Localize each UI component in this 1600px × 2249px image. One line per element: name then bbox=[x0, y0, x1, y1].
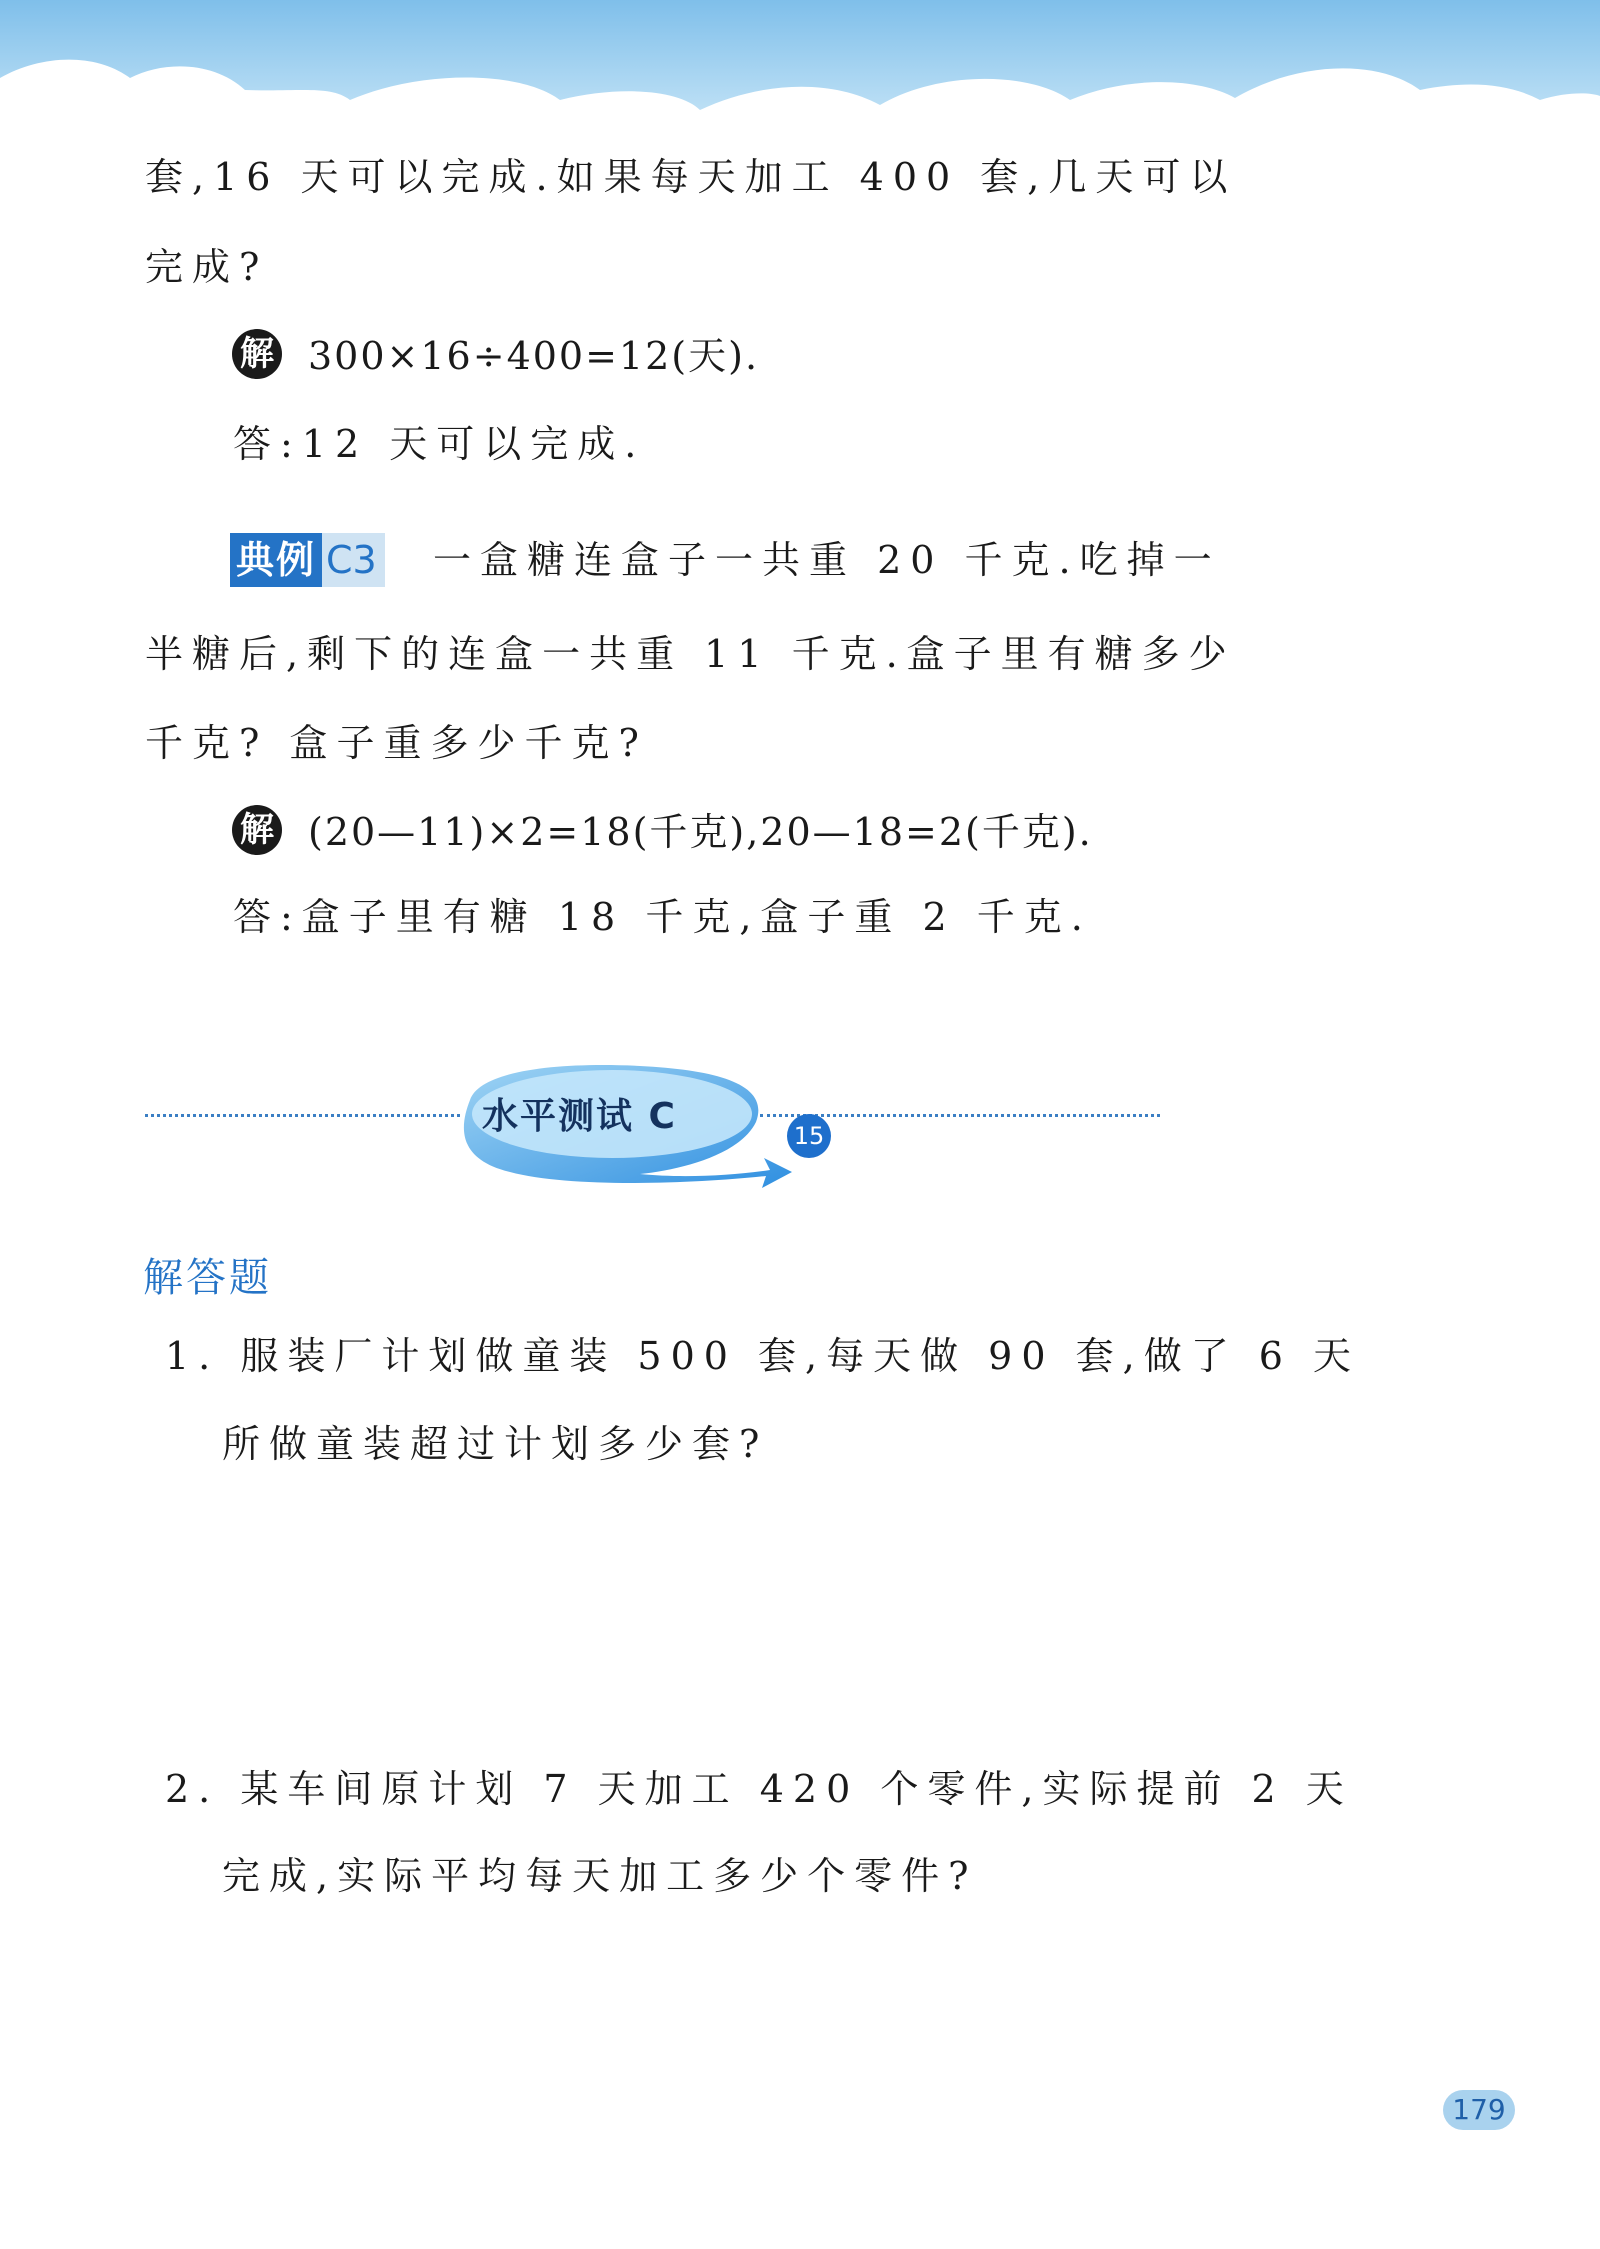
solution-1-equation: 300×16÷400=12(天). bbox=[308, 334, 760, 378]
solution-1-answer: 答:12 天可以完成. bbox=[233, 422, 646, 466]
continuation-line-1: 套,16 天可以完成.如果每天加工 400 套,几天可以 bbox=[145, 155, 1237, 199]
example-line-2: 半糖后,剩下的连盒一共重 11 千克.盒子里有糖多少 bbox=[145, 632, 1236, 676]
continuation-line-2: 完成? bbox=[145, 245, 269, 289]
question-1-line-1: 1. 服装厂计划做童装 500 套,每天做 90 套,做了 6 天 bbox=[165, 1334, 1361, 1378]
test-banner-number: 15 bbox=[787, 1114, 831, 1158]
example-tag-label: 典例 bbox=[230, 533, 322, 587]
solution-badge-2: 解 bbox=[232, 805, 282, 855]
test-banner-title: 水平测试 C bbox=[482, 1096, 677, 1137]
question-2-line-2: 完成,实际平均每天加工多少个零件? bbox=[222, 1854, 978, 1898]
solution-badge-1: 解 bbox=[232, 329, 282, 379]
page-number: 179 bbox=[1443, 2090, 1515, 2130]
example-line-3: 千克? 盒子重多少千克? bbox=[145, 721, 648, 765]
example-solution-equation: (20—11)×2=18(千克),20—18=2(千克). bbox=[308, 810, 1093, 854]
example-tag bbox=[230, 533, 385, 587]
section-title: 解答题 bbox=[143, 1255, 272, 1301]
example-line-1: 一盒糖连盒子一共重 20 千克.吃掉一 bbox=[433, 538, 1221, 582]
example-tag-code: C3 bbox=[322, 533, 385, 587]
divider-left bbox=[145, 1114, 460, 1117]
question-2-line-1: 2. 某车间原计划 7 天加工 420 个零件,实际提前 2 天 bbox=[165, 1767, 1353, 1811]
example-answer: 答:盒子里有糖 18 千克,盒子重 2 千克. bbox=[233, 895, 1092, 939]
header-cloud-band bbox=[0, 0, 1600, 150]
question-1-line-2: 所做童装超过计划多少套? bbox=[222, 1422, 769, 1466]
